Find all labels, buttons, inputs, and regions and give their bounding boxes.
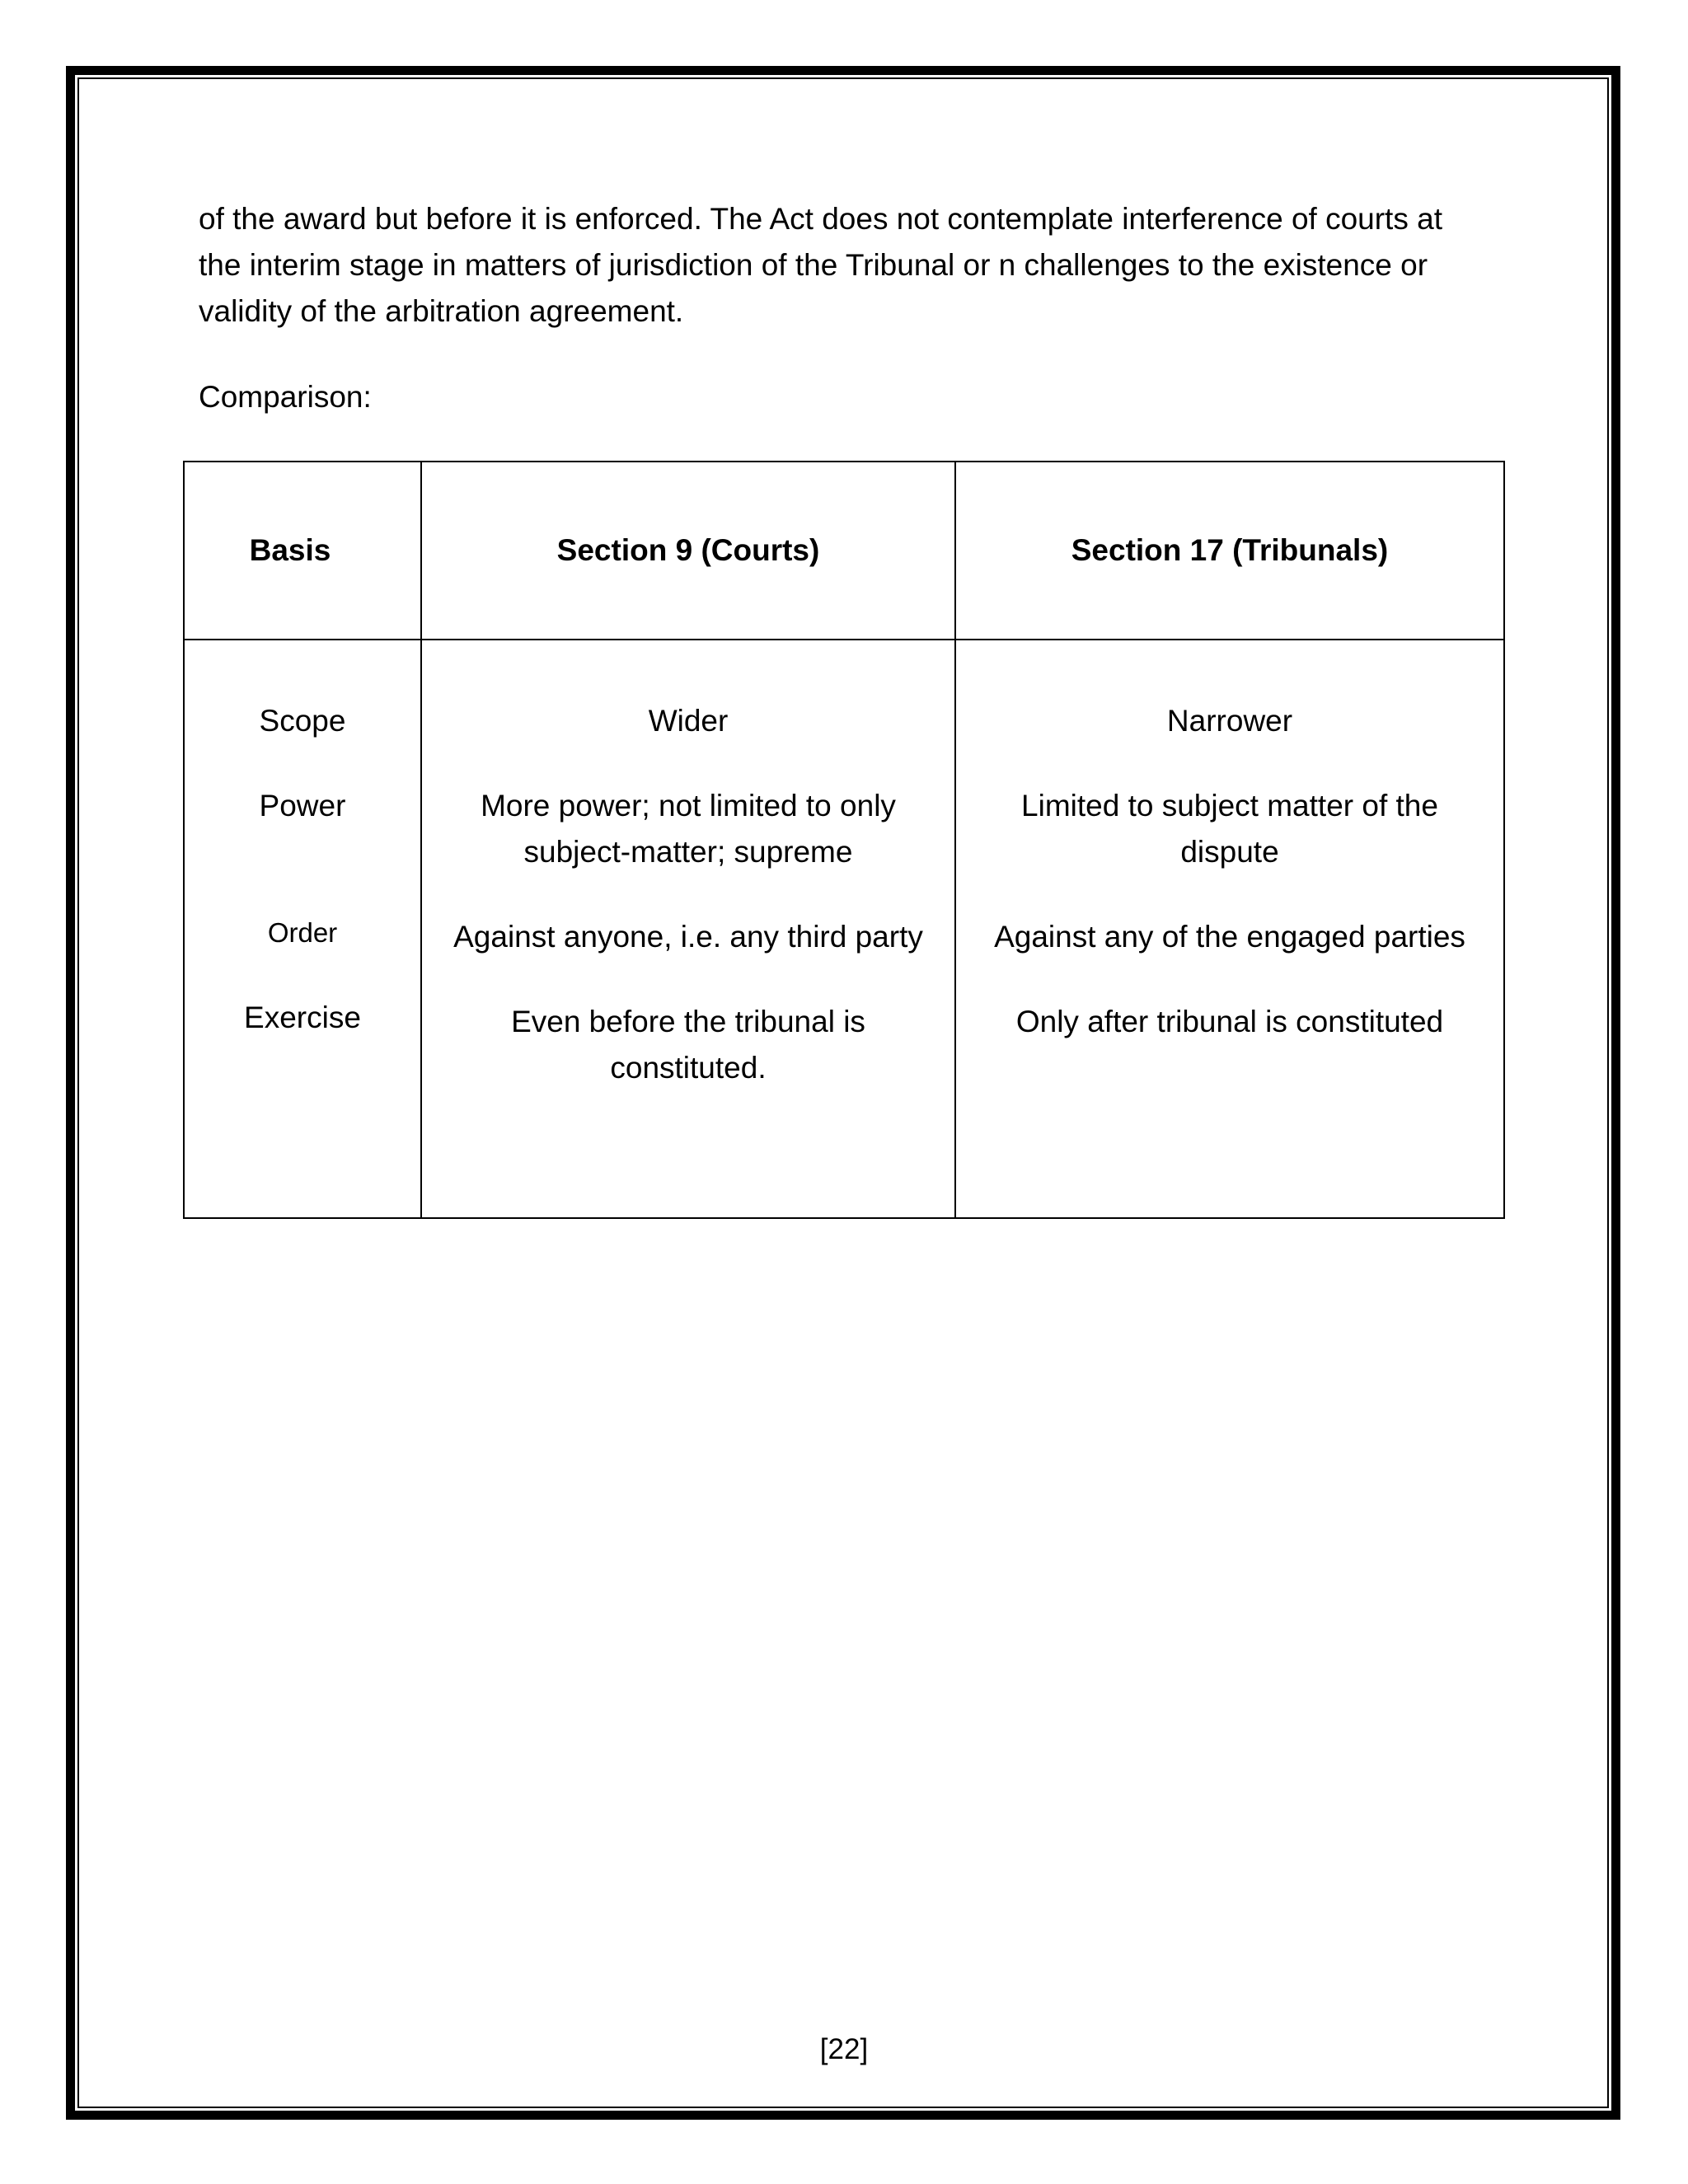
section17-exercise: Only after tribunal is constituted bbox=[1015, 1005, 1444, 1038]
section17-scope: Narrower bbox=[1166, 704, 1293, 738]
basis-order: Order bbox=[267, 917, 338, 948]
section17-power: Limited to subject matter of the dispute bbox=[1021, 789, 1438, 869]
section9-column-cell bbox=[421, 640, 955, 1218]
basis-column-cell bbox=[184, 640, 421, 1218]
table-header-row bbox=[184, 462, 1504, 640]
page-number: [22] bbox=[819, 2033, 869, 2065]
basis-exercise: Exercise bbox=[244, 1001, 361, 1034]
section17-order: Against any of the engaged parties bbox=[994, 920, 1465, 954]
section9-power: More power; not limited to only subject-matter; supreme bbox=[481, 789, 896, 869]
section9-exercise: Even before the tribunal is constituted. bbox=[511, 1005, 865, 1085]
header-section9: Section 9 (Courts) bbox=[421, 462, 955, 640]
section9-scope: Wider bbox=[648, 704, 729, 738]
comparison-table bbox=[183, 461, 1505, 1219]
comparison-heading: Comparison: bbox=[199, 380, 372, 414]
basis-scope: Scope bbox=[259, 704, 346, 738]
header-basis: Basis bbox=[184, 462, 421, 640]
table-body-row bbox=[184, 640, 1504, 1218]
basis-power: Power bbox=[259, 789, 346, 823]
section17-column-cell bbox=[955, 640, 1504, 1218]
body-paragraph: of the award but before it is enforced. The Act does not contemplate interference of courts at the interim stage in matters of jurisdiction of the Tribunal or n challenges to the existence or validity of the arbitration agreement. bbox=[199, 202, 1442, 328]
section9-order: Against anyone, i.e. any third party bbox=[453, 920, 923, 954]
header-section17: Section 17 (Tribunals) bbox=[955, 462, 1504, 640]
